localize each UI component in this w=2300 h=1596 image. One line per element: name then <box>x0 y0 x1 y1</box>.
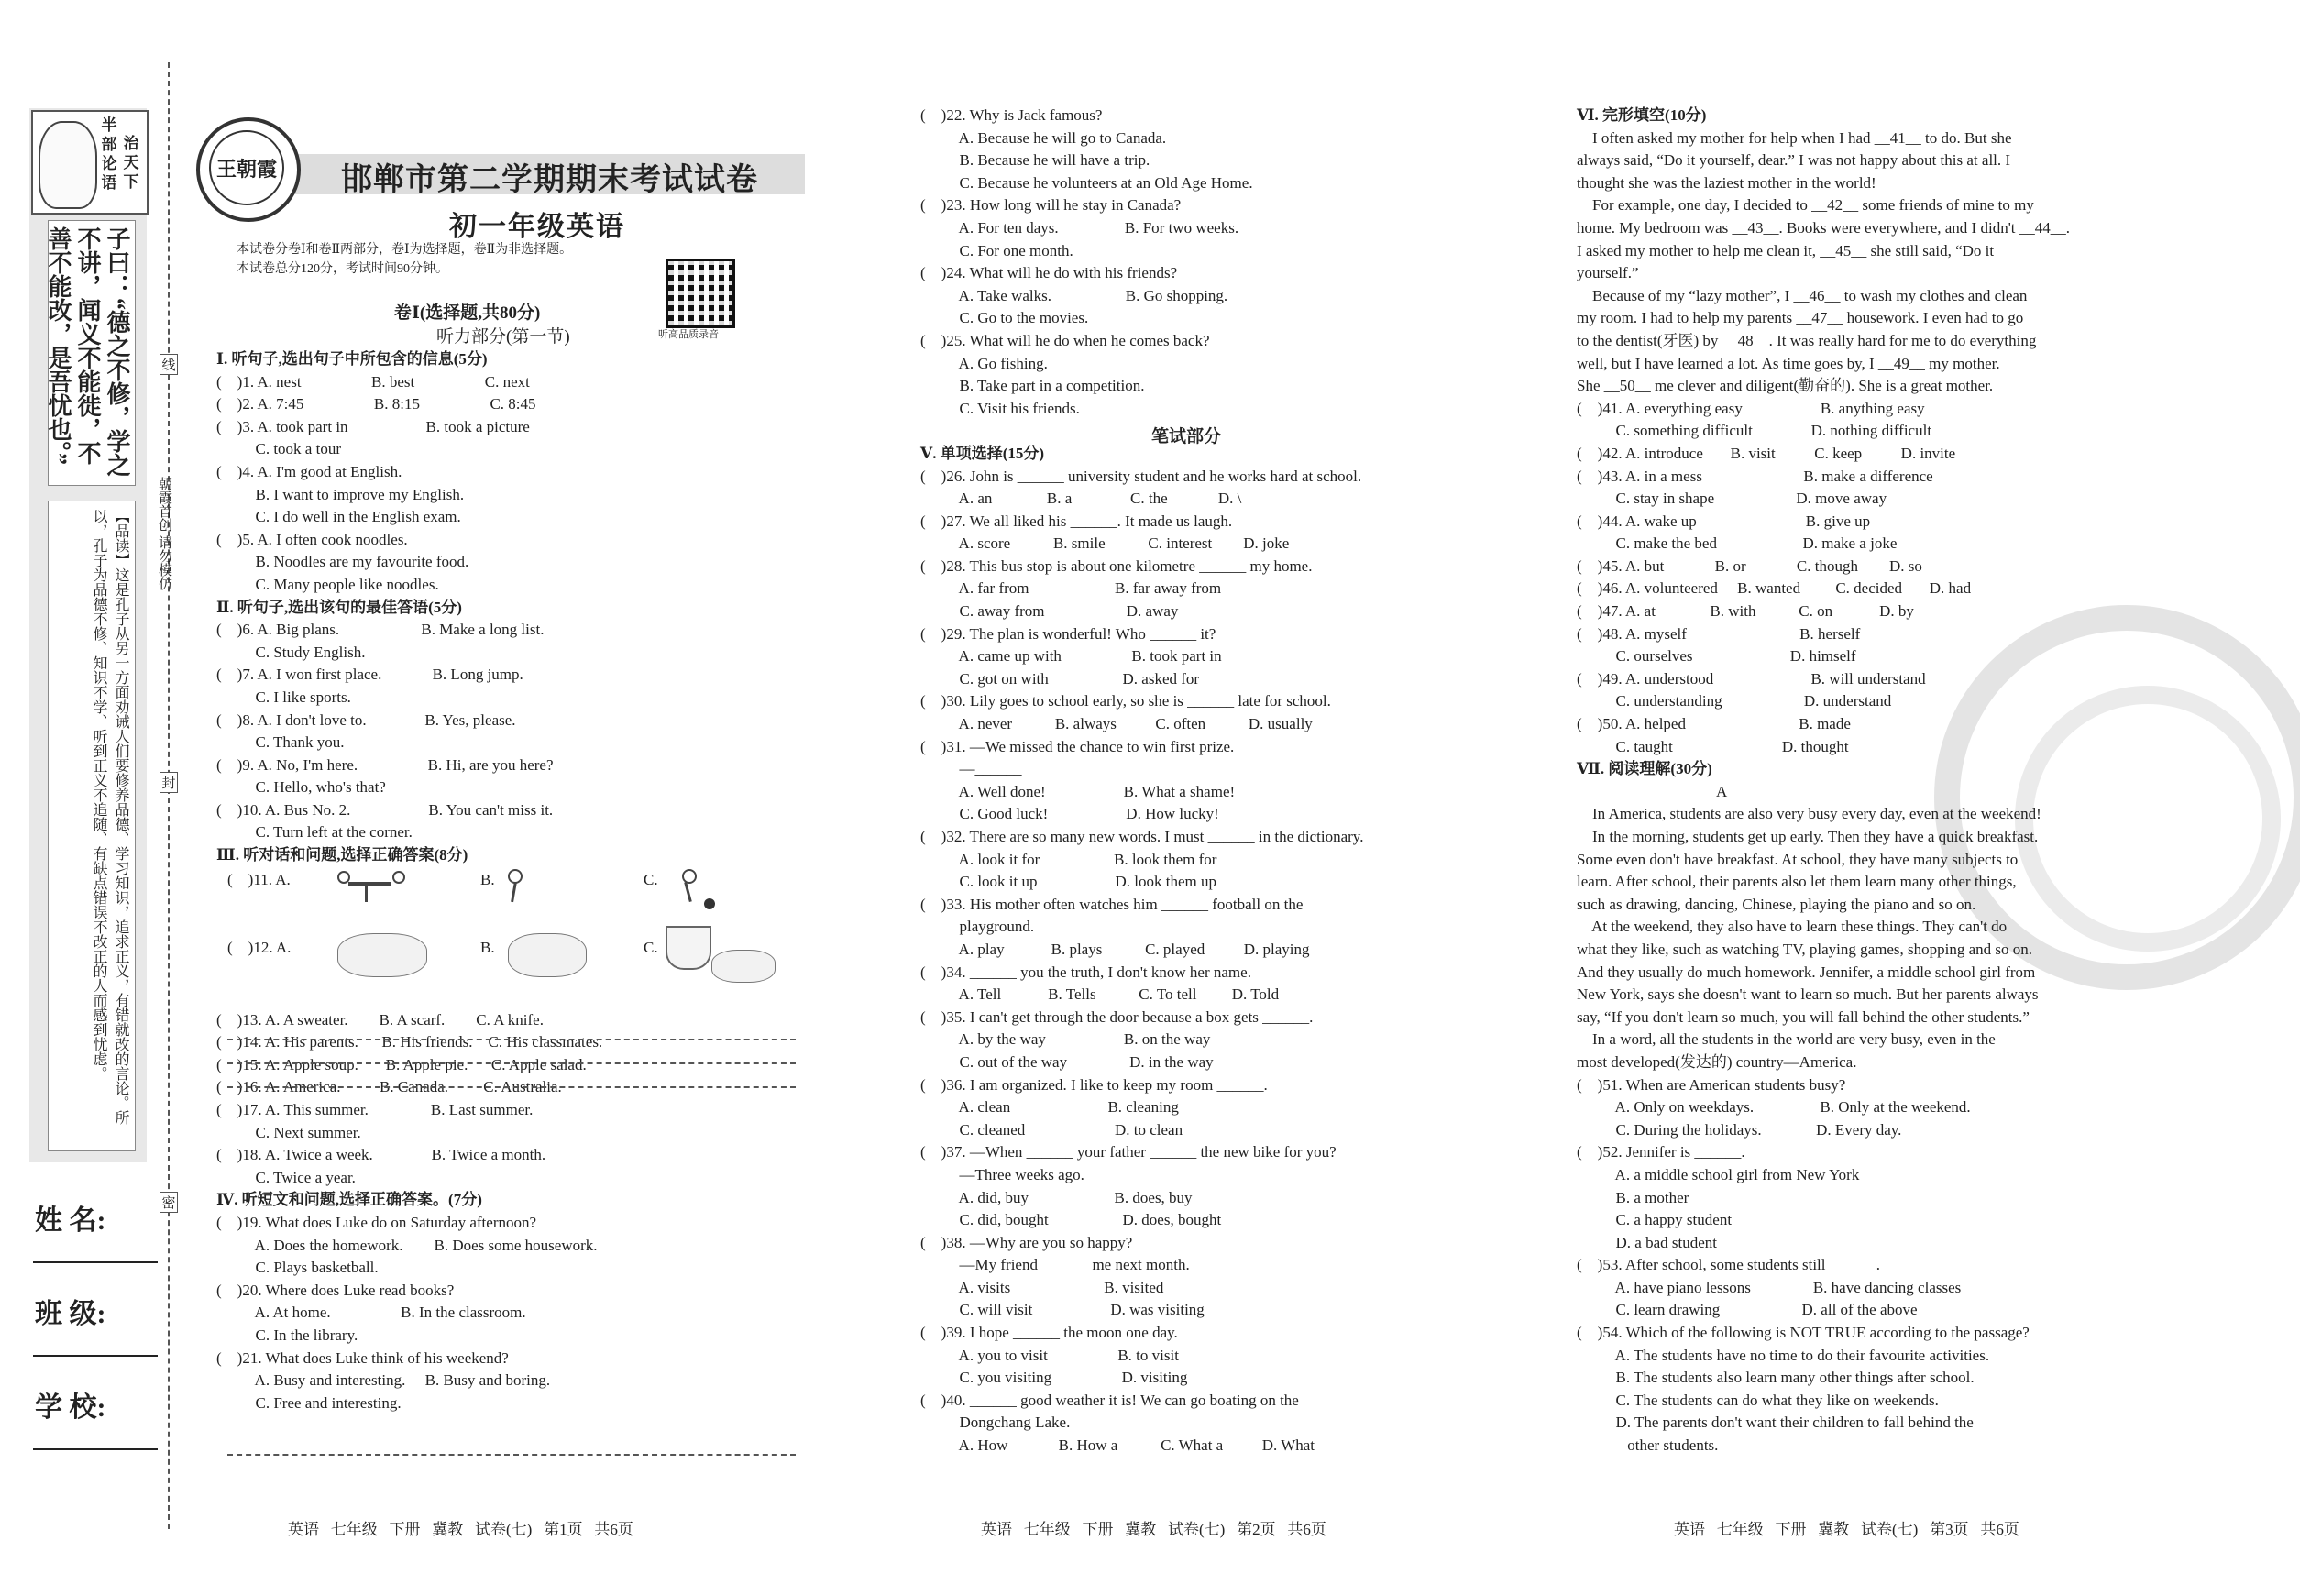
text-line: C. got on with D. asked for <box>920 669 1200 688</box>
question-line[interactable]: ( )40. ______ good weather it is! We can go boating on the <box>920 1391 1299 1409</box>
qr-code-icon[interactable] <box>666 259 735 328</box>
question-line[interactable]: ( )32. There are so many new words. I must ______ in the dictionary. <box>920 828 1364 845</box>
question-line[interactable]: ( )52. Jennifer is ______. <box>1577 1143 1745 1161</box>
text-line: C. Free and interesting. <box>216 1393 402 1412</box>
question-line[interactable]: ( )5. A. I often cook noodles. <box>216 530 408 548</box>
text-line: C. Plays basketball. <box>216 1259 379 1277</box>
text-line: yourself.” <box>1577 264 1639 282</box>
text-line: A. look it for B. look them for <box>920 850 1217 868</box>
question-line[interactable]: ( )35. I can't get through the door because a box gets ______. <box>920 1007 1314 1026</box>
text-line: A. came up with B. took part in <box>920 647 1222 666</box>
text-line: B. I want to improve my English. <box>216 485 465 503</box>
motto-char: 下 <box>123 173 139 191</box>
text-line: C. stay in shape D. move away <box>1577 490 1887 508</box>
text-line: New York, says she doesn't want to learn so much. But her parents always <box>1577 985 2039 1004</box>
text-line: For example, one day, I decided to __42__ some friends of mine to my <box>1577 196 2034 215</box>
text-line: —My friend ______ me next month. <box>920 1256 1190 1274</box>
text-line: well, but I have learned a lot. As time goes by, I __49__ my mother. <box>1577 354 2000 372</box>
question-line[interactable]: ( )2. A. 7:45 B. 8:15 C. 8:45 <box>216 395 536 413</box>
cut-mark: 线 <box>160 354 178 375</box>
text-line: C. In the library. <box>216 1326 358 1344</box>
text-line: A. have piano lessons B. have dancing classes <box>1577 1278 1962 1296</box>
text-line: such as drawing, dancing, Chinese, playing the piano and so on. <box>1577 895 1976 913</box>
text-line: A <box>1577 782 1728 800</box>
page-title: 邯郸市第二学期期末考试试卷 <box>341 163 758 197</box>
written-section-title: 笔试部分 <box>1151 427 1222 446</box>
copyright-note: 朝霞首创 请勿模仿 <box>157 477 171 590</box>
question-line[interactable]: ( )16. A. America. B. Canada. C. Australia. <box>216 1078 562 1096</box>
qr-caption: 听高品质录音 <box>658 329 719 340</box>
exam-instructions: 本试卷分卷Ⅰ和卷Ⅱ两部分，卷Ⅰ为选择题，卷Ⅱ为非选择题。 本试卷总分120分，考试时间90分钟。 <box>237 243 573 276</box>
noodles-picture <box>337 933 427 977</box>
question-line[interactable]: ( )39. I hope ______ the moon one day. <box>920 1324 1178 1342</box>
text-line: In America, students are also very busy every day, even at the weekend! <box>1577 805 2041 823</box>
text-line: C. you visiting D. visiting <box>920 1369 1188 1387</box>
text-line: say, “If you don't learn so much, you will fall behind the other students.” <box>1577 1007 2030 1026</box>
text-line: C. Go to the movies. <box>920 309 1089 327</box>
brand-logo: 王朝霞 <box>196 117 301 222</box>
motto-box <box>31 110 149 215</box>
question-line[interactable]: ( )49. A. understood B. will understand <box>1577 669 1926 688</box>
column-1 <box>216 348 803 1414</box>
question-line[interactable]: ( )29. The plan is wonderful! Who ______ it? <box>920 624 1216 643</box>
quote-commentary: 【品读】这是孔子从另一方面劝诫人们要修养品德、学习知识，追求正义，有错就改的言论。所以，孔子为品德不修、知识不学、听到正义不追随、有缺点错误不改正的人而感到忧虑。 <box>48 501 136 1151</box>
text-line: C. out of the way D. in the way <box>920 1052 1214 1071</box>
text-line: playground. <box>920 918 1035 936</box>
question-line[interactable]: ( )27. We all liked his ______. It made us laugh. <box>920 512 1233 530</box>
question-line[interactable]: ( )51. When are American students busy? <box>1577 1075 1846 1094</box>
question-line[interactable]: ( )18. A. Twice a week. B. Twice a month. <box>216 1146 546 1164</box>
question-line[interactable]: ( )53. After school, some students still ______. <box>1577 1256 1881 1274</box>
question-line[interactable]: ( )33. His mother often watches him ______ football on the <box>920 895 1304 913</box>
text-line: C. a happy student <box>1577 1211 1733 1229</box>
question-line[interactable]: ( )22. Why is Jack famous? <box>920 106 1103 124</box>
section-heading: Ⅲ. 听对话和问题,选择正确答案(8分) <box>216 846 468 864</box>
divider <box>227 1086 796 1088</box>
text-line: And they usually do much homework. Jennifer, a middle school girl from <box>1577 963 2036 981</box>
text-line: A. far from B. far away from <box>920 579 1222 598</box>
question-line[interactable]: ( )26. John is ______ university student and he works hard at school. <box>920 467 1362 485</box>
text-line: A. you to visit B. to visit <box>920 1346 1179 1364</box>
section-heading: Ⅴ. 单项选择(15分) <box>920 444 1045 462</box>
question-line[interactable]: ( )45. A. but B. or C. though D. so <box>1577 556 1922 575</box>
text-line: C. Visit his friends. <box>920 399 1080 417</box>
text-line: my room. I had to help my parents __47__ housework. I even had to go <box>1577 309 2024 327</box>
text-line: A. score B. smile C. interest D. joke <box>920 534 1290 553</box>
text-line: Because of my “lazy mother”, I __46__ to wash my clothes and clean <box>1577 286 2028 304</box>
question-line[interactable]: ( )48. A. myself B. herself <box>1577 624 1861 643</box>
text-line: A. visits B. visited <box>920 1278 1164 1296</box>
text-line: C. took a tour <box>216 440 341 458</box>
text-line: C. Study English. <box>216 643 366 661</box>
text-line: At the weekend, they also have to learn these things. They can't do <box>1577 918 2008 936</box>
text-line: C. The students can do what they like on weekends. <box>1577 1391 1939 1409</box>
question-line[interactable]: ( )50. A. helped B. made <box>1577 715 1851 733</box>
text-line: C. something difficult D. nothing difficult <box>1577 422 1932 440</box>
school-label: 学 校: <box>35 1392 106 1423</box>
running-boy-picture <box>501 869 528 915</box>
text-line: A. Take walks. B. Go shopping. <box>920 286 1228 304</box>
question-line[interactable]: ( )15. A. Apple soup. B. Apple pie. C. Apple salad. <box>216 1055 587 1073</box>
question-line[interactable]: ( )8. A. I don't love to. B. Yes, please. <box>216 710 516 729</box>
text-line: C. For one month. <box>920 241 1073 259</box>
question-line[interactable]: ( )4. A. I'm good at English. <box>216 462 402 480</box>
text-line: —______ <box>920 760 1022 778</box>
page-subtitle: 初一年级英语 <box>449 212 625 242</box>
text-line: other students. <box>1577 1436 1719 1455</box>
text-line: C. will visit D. was visiting <box>920 1301 1205 1319</box>
section-heading: Ⅵ. 完形填空(10分) <box>1577 106 1707 124</box>
name-label: 姓 名: <box>35 1205 106 1236</box>
text-line: A. play B. plays C. played D. playing <box>920 940 1310 958</box>
text-line: most developed(发达的) country—America. <box>1577 1052 1857 1071</box>
text-line: B. Noodles are my favourite food. <box>216 553 469 571</box>
football-boy-picture <box>675 869 721 915</box>
text-line: C. Next summer. <box>216 1123 361 1141</box>
question-line[interactable]: ( )25. What will he do when he comes back? <box>920 331 1210 349</box>
question-line[interactable]: ( )9. A. No, I'm here. B. Hi, are you here? <box>216 755 554 774</box>
text-line: A. At home. B. In the classroom. <box>216 1304 526 1322</box>
text-line: A. clean B. cleaning <box>920 1098 1179 1117</box>
text-line: C. I like sports. <box>216 688 351 706</box>
text-line: B. The students also learn many other things after school. <box>1577 1369 1975 1387</box>
text-line: always said, “Do it yourself, dear.” I was not happy about this at all. I <box>1577 151 2011 170</box>
text-line: A. Only on weekdays. B. Only at the weekend. <box>1577 1098 1971 1117</box>
name-blank[interactable] <box>33 1261 158 1263</box>
soup-bowl-picture <box>666 926 711 970</box>
question-line[interactable]: ( )24. What will he do with his friends? <box>920 264 1178 282</box>
picture-questions: ( )11. A. B. C. ( )12. A. B. C. <box>216 867 803 1009</box>
section-heading: Ⅶ. 阅读理解(30分) <box>1577 760 1712 778</box>
text-line: Dongchang Lake. <box>920 1414 1071 1432</box>
question-line[interactable]: ( )10. A. Bus No. 2. B. You can't miss it. <box>216 800 554 819</box>
text-line: B. Take part in a competition. <box>920 377 1145 395</box>
text-line: B. a mother <box>1577 1188 1689 1206</box>
text-line: learn. After school, their parents also let them learn many other things, <box>1577 873 2017 891</box>
text-line: A. Busy and interesting. B. Busy and boring. <box>216 1371 551 1390</box>
text-line: A. How B. How a C. What a D. What <box>920 1436 1315 1455</box>
question-line[interactable]: ( )1. A. nest B. best C. next <box>216 372 530 391</box>
text-line: A. Does the homework. B. Does some housework. <box>216 1236 598 1254</box>
cut-mark: 封 <box>160 772 178 793</box>
confucius-quote: 子曰：“德之不修，学之不讲，闻义不能徙，不善不能改，是吾忧也。” <box>48 220 136 486</box>
motto-char: 部 <box>101 136 117 153</box>
motto-char: 治 <box>123 135 139 152</box>
page-footer: 英语 七年级 下册 冀教 试卷(七) 第3页 共6页 <box>1674 1521 2019 1538</box>
question-line[interactable]: ( )20. Where does Luke read books? <box>216 1281 455 1299</box>
question-line[interactable]: ( )46. A. volunteered B. wanted C. decided D. had <box>1577 579 1972 598</box>
text-line: A. never B. always C. often D. usually <box>920 715 1313 733</box>
text-line: C. ourselves D. himself <box>1577 647 1856 666</box>
question-line[interactable]: ( )44. A. wake up B. give up <box>1577 512 1871 530</box>
text-line: C. Turn left at the corner. <box>216 823 413 842</box>
text-line: D. a bad student <box>1577 1233 1717 1251</box>
text-line: A. Tell B. Tells C. To tell D. Told <box>920 985 1280 1004</box>
text-line: A. Go fishing. <box>920 354 1048 372</box>
motto-char: 天 <box>123 154 139 171</box>
text-line: C. Good luck! D. How lucky! <box>920 805 1219 823</box>
text-line: In the morning, students get up early. Then they have a quick breakfast. <box>1577 828 2039 845</box>
text-line: —Three weeks ago. <box>920 1165 1084 1183</box>
column-3 <box>1577 105 2196 1458</box>
confucius-illustration <box>39 121 97 209</box>
text-line: C. Because he volunteers at an Old Age Home. <box>920 173 1253 192</box>
text-line: A. a middle school girl from New York <box>1577 1165 1860 1183</box>
text-line: C. taught D. thought <box>1577 737 1849 755</box>
text-line: She __50__ me clever and diligent(勤奋的). She is a great mother. <box>1577 377 1994 395</box>
column-2 <box>920 105 1500 1458</box>
motto-char: 语 <box>101 174 117 192</box>
text-line: C. look it up D. look them up <box>920 873 1216 891</box>
text-line: thought she was the laziest mother in the world! <box>1577 173 1876 192</box>
motto-char: 半 <box>101 116 117 134</box>
text-line: C. I do well in the English exam. <box>216 508 461 526</box>
text-line: I often asked my mother for help when I had __41__ to do. But she <box>1577 128 2012 147</box>
text-line: C. did, bought D. does, bought <box>920 1211 1222 1229</box>
cut-mark: 密 <box>160 1192 178 1213</box>
question-line[interactable]: ( )3. A. took part in B. took a picture <box>216 417 530 435</box>
class-blank[interactable] <box>33 1355 158 1357</box>
question-line[interactable]: ( )19. What does Luke do on Saturday afternoon? <box>216 1214 537 1231</box>
ping-pong-picture <box>337 867 403 904</box>
listening-title: 听力部分(第一节) <box>436 327 570 347</box>
question-line[interactable]: ( )23. How long will he stay in Canada? <box>920 196 1182 215</box>
text-line: D. The parents don't want their children to fall behind the <box>1577 1414 1974 1432</box>
text-line: C. cleaned D. to clean <box>920 1120 1183 1139</box>
section-heading: Ⅱ. 听句子,选出该句的最佳答语(5分) <box>216 598 462 616</box>
text-line: C. Many people like noodles. <box>216 575 439 593</box>
page-footer: 英语 七年级 下册 冀教 试卷(七) 第2页 共6页 <box>981 1521 1326 1538</box>
text-line: A. Because he will go to Canada. <box>920 128 1167 147</box>
page-footer: 英语 七年级 下册 冀教 试卷(七) 第1页 共6页 <box>288 1521 633 1538</box>
question-line[interactable]: ( )38. —Why are you so happy? <box>920 1233 1133 1251</box>
text-line: In a word, all the students in the world are very busy, even in the <box>1577 1030 1996 1049</box>
question-line[interactable]: ( )43. A. in a mess B. make a difference <box>1577 467 1933 485</box>
text-line: C. away from D. away <box>920 602 1179 621</box>
text-line: C. Hello, who's that? <box>216 778 386 797</box>
question-line[interactable]: ( )37. —When ______ your father ______ the new bike for you? <box>920 1143 1337 1161</box>
text-line: A. Well done! B. What a shame! <box>920 782 1236 800</box>
section-heading: Ⅳ. 听短文和问题,选择正确答案。(7分) <box>216 1191 482 1209</box>
text-line: C. Twice a year. <box>216 1168 356 1186</box>
pie-picture <box>508 933 587 977</box>
text-line: A. did, buy B. does, buy <box>920 1188 1193 1206</box>
motto-char: 论 <box>101 155 117 172</box>
question-line[interactable]: ( )21. What does Luke think of his weekend? <box>216 1348 509 1367</box>
school-blank[interactable] <box>33 1448 158 1450</box>
question-line[interactable]: ( )30. Lily goes to school early, so she is ______ late for school. <box>920 692 1331 710</box>
section-heading: Ⅰ. 听句子,选出句子中所包含的信息(5分) <box>216 350 488 368</box>
text-line: C. learn drawing D. all of the above <box>1577 1301 1918 1319</box>
divider <box>227 1454 796 1456</box>
part1-title: 卷Ⅰ(选择题,共80分) <box>394 303 541 323</box>
question-line[interactable]: ( )54. Which of the following is NOT TRUE according to the passage? <box>1577 1324 2030 1342</box>
question-line[interactable]: ( )13. A. A sweater. B. A scarf. C. A knife. <box>216 1010 544 1029</box>
question-line[interactable]: ( )47. A. at B. with C. on D. by <box>1577 602 1914 621</box>
text-line: home. My bedroom was __43__. Books were everywhere, and I didn't __44__. <box>1577 218 2070 237</box>
text-line: A. For ten days. B. For two weeks. <box>920 218 1239 237</box>
text-line: C. Thank you. <box>216 733 345 752</box>
question-line[interactable]: ( )14. A. His parents. B. His friends. C. His classmates. <box>216 1033 603 1051</box>
cut-line <box>168 62 170 1529</box>
text-line: to the dentist(牙医) by __48__. It was really hard for me to do everything <box>1577 331 2037 349</box>
divider <box>227 1062 796 1064</box>
question-line[interactable]: ( )31. —We missed the chance to win first prize. <box>920 737 1235 755</box>
question-line[interactable]: ( )41. A. everything easy B. anything easy <box>1577 399 1925 417</box>
text-line: Some even don't have breakfast. At school, they have many subjects to <box>1577 850 2019 868</box>
text-line: what they like, such as watching TV, playing games, shopping and so on. <box>1577 940 2033 958</box>
class-label: 班 级: <box>35 1299 106 1329</box>
text-line: A. The students have no time to do their favourite activities. <box>1577 1346 1990 1364</box>
question-line[interactable]: ( )6. A. Big plans. B. Make a long list. <box>216 621 545 639</box>
salad-picture <box>711 950 776 983</box>
text-line: A. an B. a C. the D. \ <box>920 490 1242 508</box>
text-line: C. During the holidays. D. Every day. <box>1577 1120 1902 1139</box>
question-line[interactable]: ( )28. This bus stop is about one kilometre ______ my home. <box>920 556 1313 575</box>
question-line[interactable]: ( )36. I am organized. I like to keep my room ______. <box>920 1075 1268 1094</box>
question-line[interactable]: ( )42. A. introduce B. visit C. keep D. invite <box>1577 444 1956 462</box>
question-line[interactable]: ( )7. A. I won first place. B. Long jump. <box>216 666 523 684</box>
text-line: A. by the way B. on the way <box>920 1030 1211 1049</box>
text-line: C. understanding D. understand <box>1577 692 1892 710</box>
text-line: C. make the bed D. make a joke <box>1577 534 1898 553</box>
question-line[interactable]: ( )17. A. This summer. B. Last summer. <box>216 1101 534 1119</box>
text-line: B. Because he will have a trip. <box>920 151 1150 170</box>
text-line: I asked my mother to help me clean it, __45__ she still said, “Do it <box>1577 241 1995 259</box>
divider <box>227 1039 796 1040</box>
question-line[interactable]: ( )34. ______ you the truth, I don't know her name. <box>920 963 1251 981</box>
